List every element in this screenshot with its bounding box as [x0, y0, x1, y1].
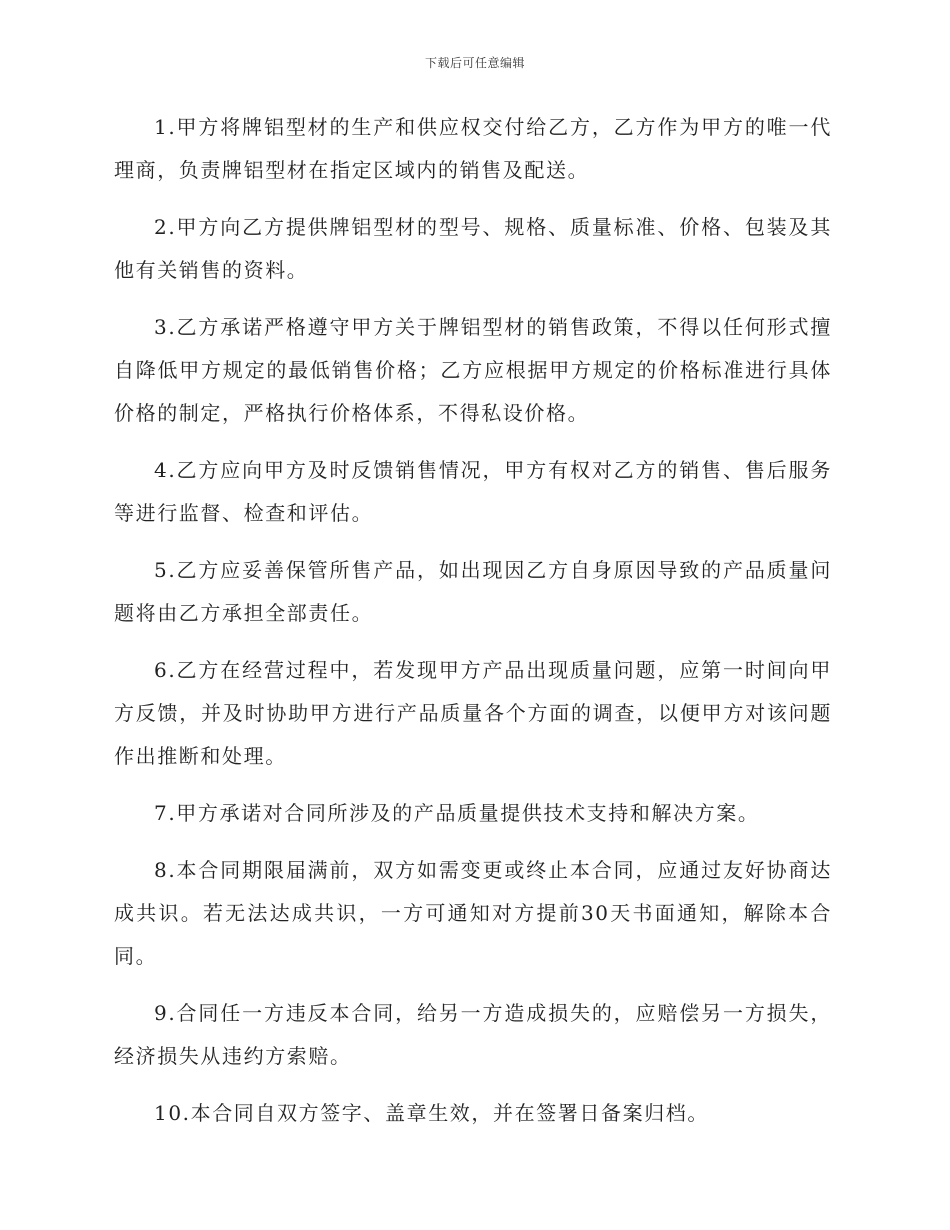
clause-2: 2.甲方向乙方提供牌铝型材的型号、规格、质量标准、价格、包装及其他有关销售的资料。 [114, 215, 832, 282]
clause-8: 8.本合同期限届满前，双方如需变更或终止本合同，应通过友好协商达成共识。若无法达成共识，一方可通知对方提前30天书面通知，解除本合同。 [114, 858, 832, 968]
clause-10: 10.本合同自双方签字、盖章生效，并在签署日备案归档。 [154, 1101, 710, 1125]
clause-1: 1.甲方将牌铝型材的生产和供应权交付给乙方，乙方作为甲方的唯一代理商，负责牌铝型材在指定区域内的销售及配送。 [114, 115, 832, 182]
document-body [114, 106, 832, 1149]
clause-7: 7.甲方承诺对合同所涉及的产品质量提供技术支持和解决方案。 [154, 801, 760, 825]
clause-4: 4.乙方应向甲方及时反馈销售情况，甲方有权对乙方的销售、售后服务等进行监督、检查和评估。 [114, 458, 832, 525]
page-header-note: 下载后可任意编辑 [424, 56, 525, 70]
clause-5: 5.乙方应妥善保管所售产品，如出现因乙方自身原因导致的产品质量问题将由乙方承担全部责任。 [114, 558, 832, 625]
clause-3: 3.乙方承诺严格遵守甲方关于牌铝型材的销售政策，不得以任何形式擅自降低甲方规定的最低销售价格；乙方应根据甲方规定的价格标准进行具体价格的制定，严格执行价格体系，不得私设价格。 [114, 315, 832, 425]
clause-6: 6.乙方在经营过程中，若发现甲方产品出现质量问题，应第一时间向甲方反馈，并及时协助甲方进行产品质量各个方面的调查，以便甲方对该问题作出推断和处理。 [114, 658, 832, 768]
clause-9: 9.合同任一方违反本合同，给另一方造成损失的，应赔偿另一方损失，经济损失从违约方索赔。 [114, 1001, 832, 1068]
